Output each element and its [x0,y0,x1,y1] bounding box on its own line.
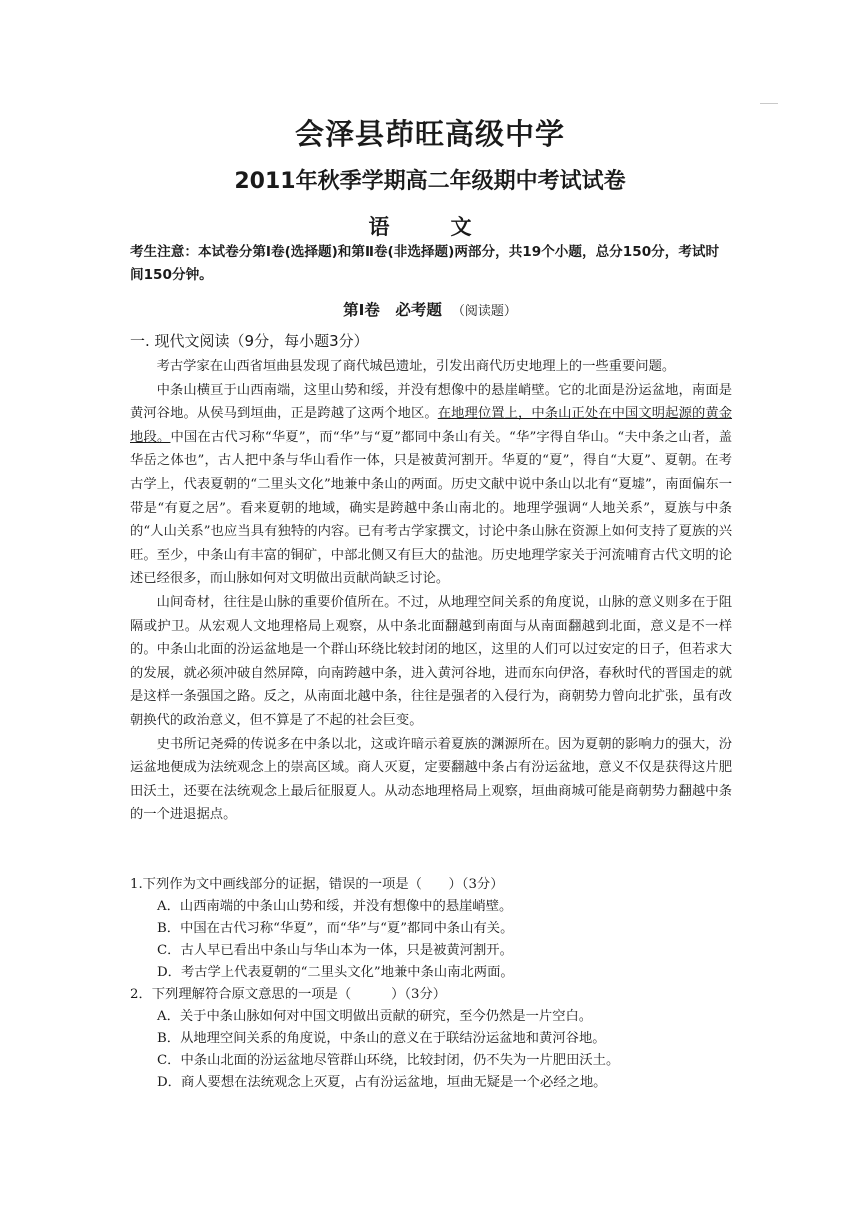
question-stem: 2．下列理解符合原文意思的一项是（ ）（3分） [130,987,447,1002]
option-a[interactable]: A．关于中条山脉如何对中国文明做出贡献的研究，至今仍然是一片空白。 [157,1009,593,1024]
option-d[interactable]: D．考古学上代表夏朝的“二里头文化”地兼中条山南北两面。 [157,965,514,980]
section-subtitle: （阅读题） [451,304,517,319]
section-title: 第Ⅰ卷 必考题 [343,301,442,319]
option-c[interactable]: C．中条山北面的汾运盆地尽管群山环绕，比较封闭，仍不失为一片肥田沃土。 [157,1053,620,1068]
question-1 [130,874,732,984]
exam-notice: 考生注意：本试卷分第Ⅰ卷(选择题)和第Ⅱ卷(非选择题)两部分，共19个小题，总分150分，考试时间150分钟。 [130,244,720,283]
corner-mark [760,103,778,104]
question-2 [130,984,732,1094]
passage-paragraph-3: 山间奇材，往往是山脉的重要价值所在。不过，从地理空间关系的角度说，山脉的意义则多在于阻隔或护卫。从宏观人文地理格局上观察，从中条北面翻越到南面与从南面翻越到北面，意义是不一样的。中条山北面的汾运盆地是一个群山环绕比较封闭的地区，这里的人们可以过安定的日子，但若求大的发展，就必须冲破自然屏障，向南跨越中条，进入黄河谷地，进而东向伊洛，春秋时代的晋国走的就是这样一条强国之路。反之，从南面北越中条，往往是强者的入侵行为，商朝势力曾向北扩张，虽有改朝换代的政治意义，但不算是了不起的社会巨变。 [130,594,732,728]
passage-text: 中国在古代习称“华夏”，而“华”与“夏”都同中条山有关。“华”字得自华山。“夫中条之山者，盖华岳之体也”，古人把中条与华山看作一体，只是被黄河割开。华夏的“夏”，得自“大夏”、夏朝。在考古学上，代表夏朝的“二里头文化”地兼中条山的两面。历史文献中说中条山以北有“夏墟”，南面偏东一带是“有夏之居”。看来夏朝的地域，确实是跨越中条山南北的。地理学强调“人地关系”，夏族与中条的“人山关系”也应当具有独特的内容。已有考古学家撰文，讨论中条山脉在资源上如何支持了夏族的兴旺。至少，中条山有丰富的铜矿，中部北侧又有巨大的盐池。历史地理学家关于河流哺育古代文明的论述已经很多，而山脉如何对文明做出贡献尚缺乏讨论。 [130,429,732,587]
option-b[interactable]: B．从地理空间关系的角度说，中条山的意义在于联结汾运盆地和黄河谷地。 [157,1031,606,1046]
underlined-sentence: 在地理位置上，中条山正处在中国文明起源的黄金地段。 [130,406,733,445]
question-stem: 1.下列作为文中画线部分的证据，错误的一项是（ ）（3分） [130,877,504,892]
passage-text: 中条山横亘于山西南端，这里山势和绥，并没有想像中的悬崖峭壁。它的北面是汾运盆地，南面是黄河谷地。从侯马到垣曲，正是跨越了这两个地区。 [130,382,732,422]
option-b[interactable]: B．中国在古代习称“华夏”，而“华”与“夏”都同中条山有关。 [157,921,514,936]
option-c[interactable]: C．古人早已看出中条山与华山本为一体，只是被黄河割开。 [157,943,513,958]
passage-paragraph-2 [130,379,732,591]
passage-paragraph-1: 考古学家在山西省垣曲县发现了商代城邑遗址，引发出商代历史地理上的一些重要问题。 [156,359,676,374]
exam-title: 2011年秋季学期高二年级期中考试试卷 [234,169,626,194]
option-d[interactable]: D．商人要想在法统观念上灭夏，占有汾运盆地，垣曲无疑是一个必经之地。 [157,1075,607,1090]
option-a[interactable]: A．山西南端的中条山山势和绥，并没有想像中的悬崖峭壁。 [157,899,513,914]
reading-passage [130,355,732,827]
part-title: 一. 现代文阅读（9分，每小题3分） [130,332,369,350]
section-heading [0,298,860,320]
school-title: 会泽县茚旺高级中学 [294,117,565,151]
passage-paragraph-4: 史书所记尧舜的传说多在中条以北，这或许暗示着夏族的渊源所在。因为夏朝的影响力的强大，汾运盆地便成为法统观念上的崇高区域。商人灭夏，定要翻越中条占有汾运盆地，意义不仅是获得这片肥田沃土，还要在法统观念上最后征服夏人。从动态地理格局上观察，垣曲商城可能是商朝势力翻越中条的一个进退据点。 [130,736,732,823]
subject-title: 语 文 [368,214,492,239]
